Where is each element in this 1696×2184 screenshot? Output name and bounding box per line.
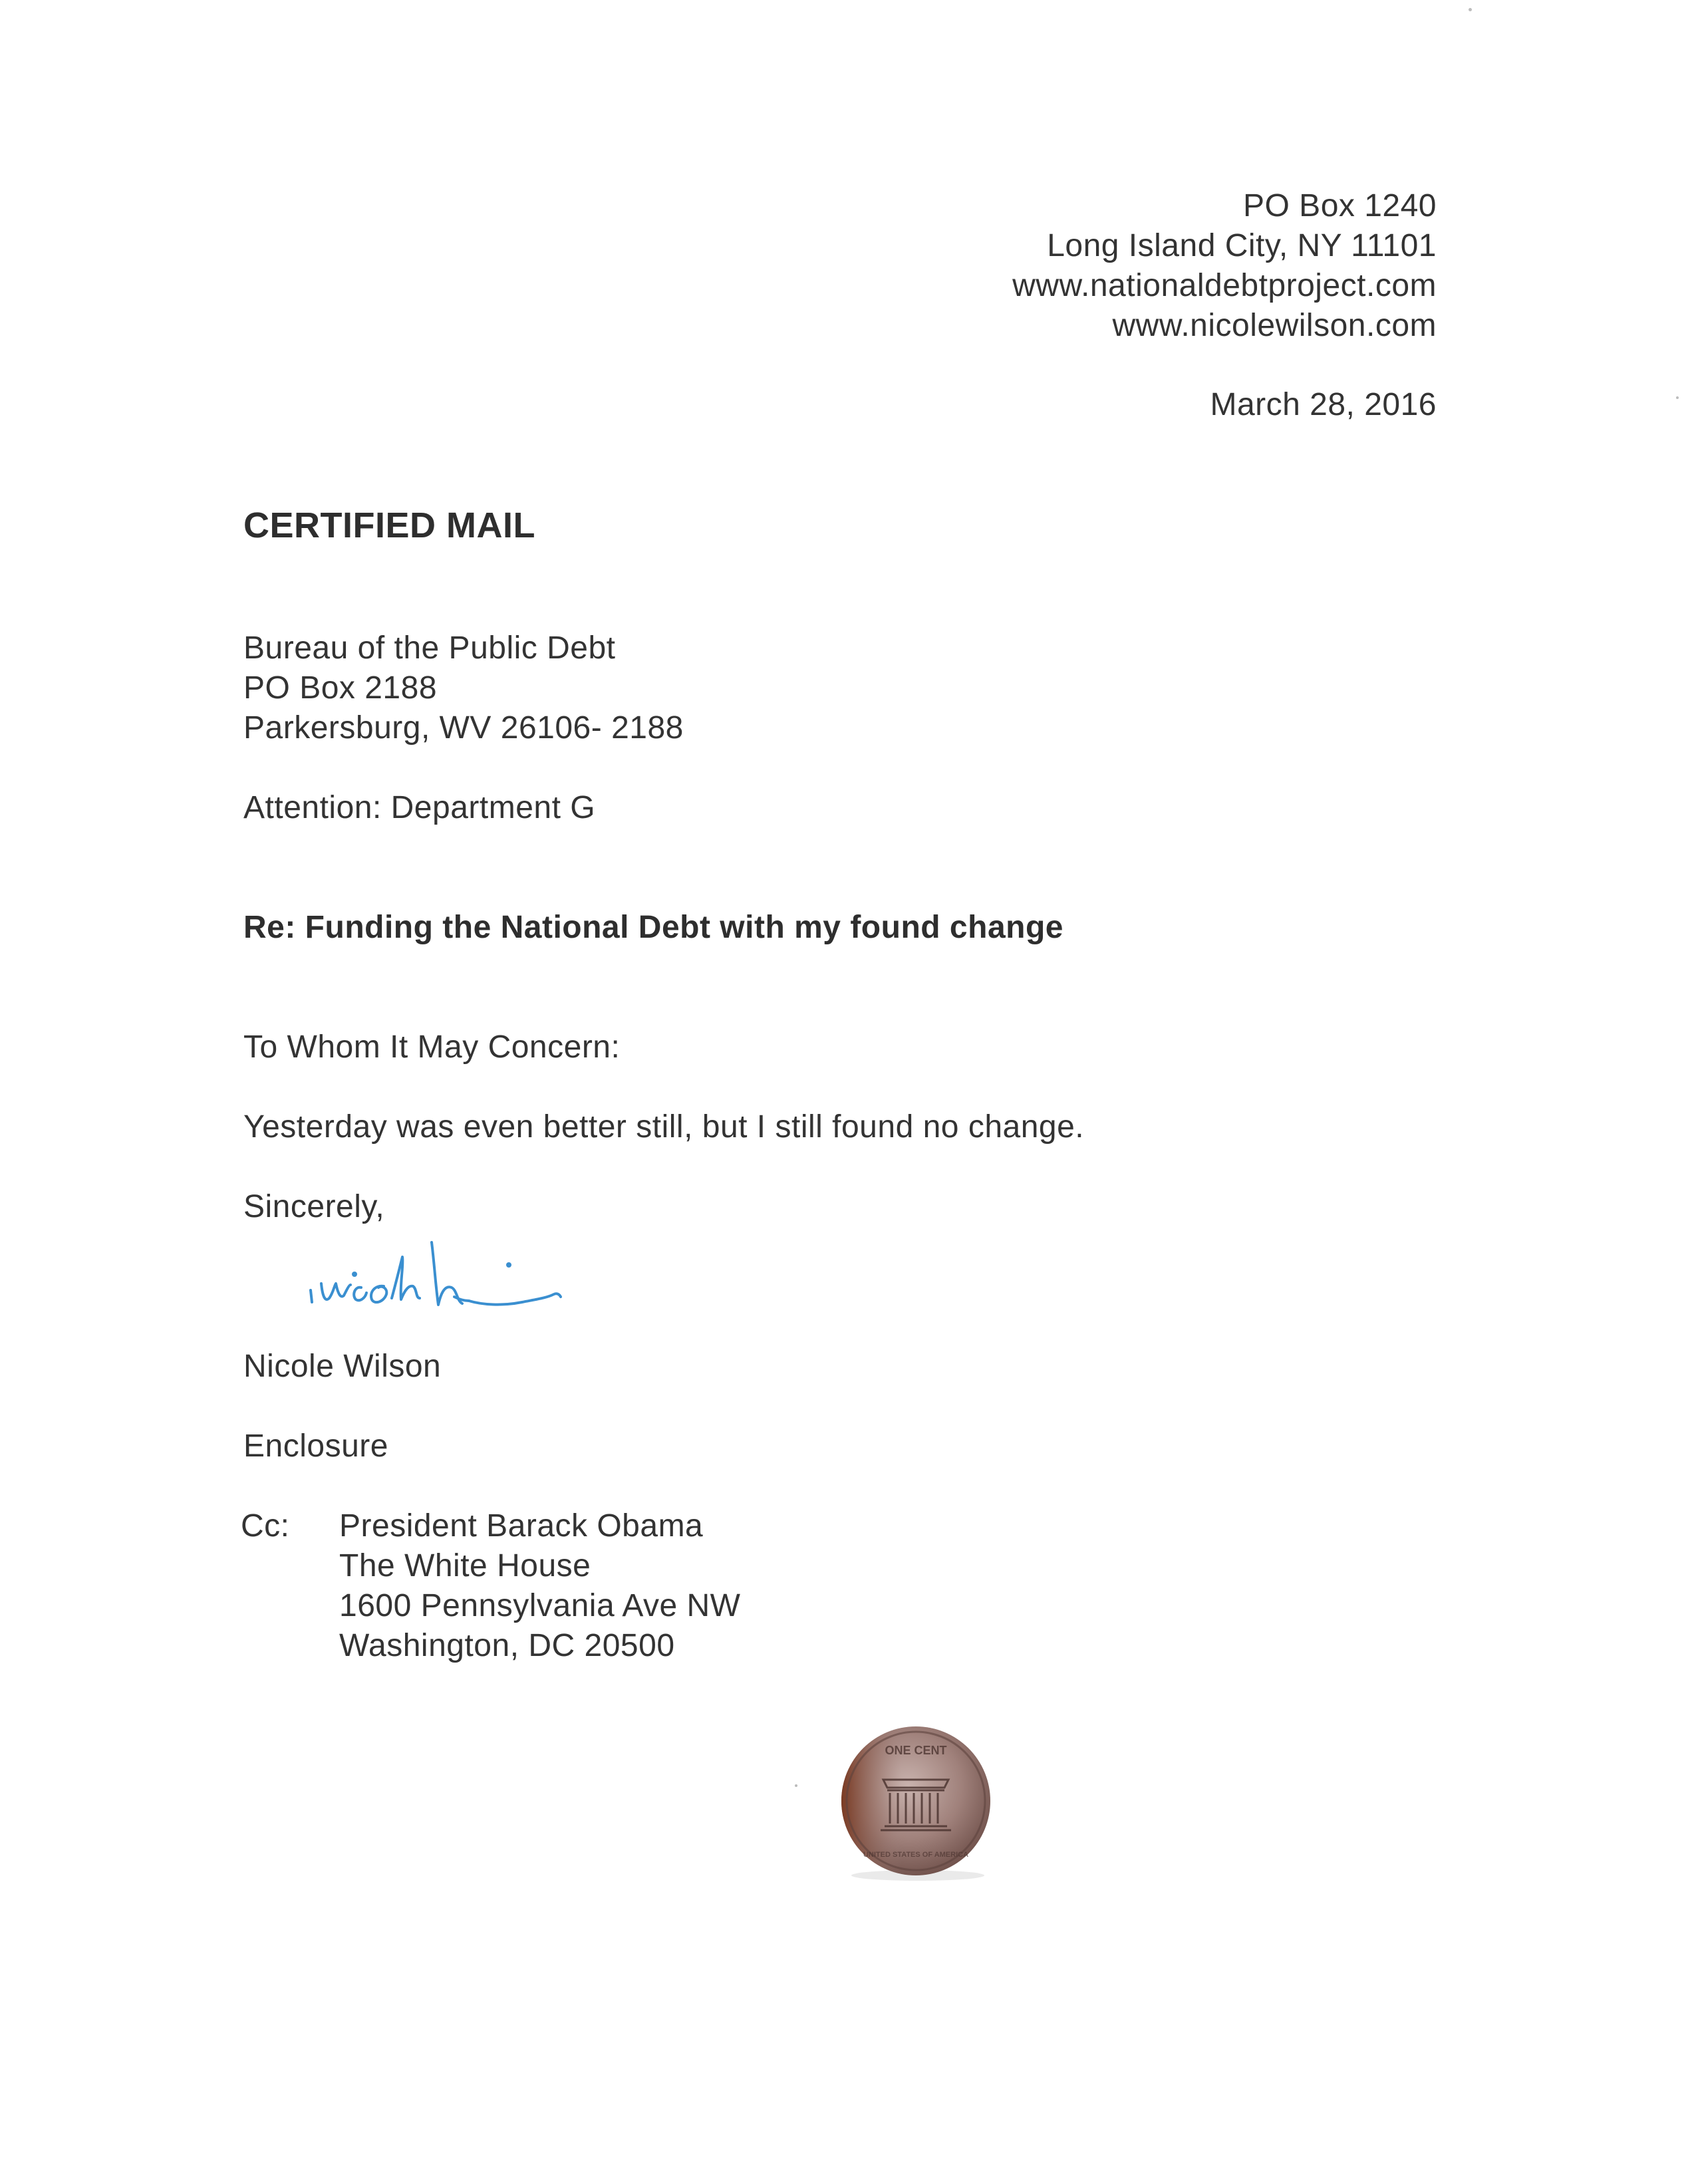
recipient-name: Bureau of the Public Debt xyxy=(243,630,616,666)
cc-line: The White House xyxy=(339,1548,591,1583)
recipient-address-line1: PO Box 2188 xyxy=(243,670,438,706)
cc-line: President Barack Obama xyxy=(339,1508,704,1544)
scan-speck xyxy=(795,1784,797,1787)
closing: Sincerely, xyxy=(243,1189,385,1224)
enclosure-label: Enclosure xyxy=(243,1429,388,1464)
scan-speck xyxy=(1676,396,1679,399)
coin-rim-text-top: ONE CENT xyxy=(885,1744,947,1757)
coin-rim-text-bottom: UNITED STATES OF AMERICA xyxy=(863,1851,969,1859)
scan-speck xyxy=(1469,8,1472,11)
handwritten-signature-icon xyxy=(303,1224,609,1317)
salutation: To Whom It May Concern: xyxy=(243,1029,621,1065)
recipient-address-line2: Parkersburg, WV 26106- 2188 xyxy=(243,710,684,746)
delivery-method-heading: CERTIFIED MAIL xyxy=(243,505,535,545)
letter-date: March 28, 2016 xyxy=(1210,387,1437,422)
body-paragraph: Yesterday was even better still, but I still found no change. xyxy=(243,1109,1085,1145)
subject-line: Re: Funding the National Debt with my found change xyxy=(243,910,1063,945)
sender-website-2: www.nicolewilson.com xyxy=(1112,308,1437,343)
cc-line: 1600 Pennsylvania Ave NW xyxy=(339,1588,741,1623)
attention-line: Attention: Department G xyxy=(243,790,596,825)
cc-label: Cc: xyxy=(241,1508,290,1544)
sender-address-line1: PO Box 1240 xyxy=(1242,188,1437,223)
signer-name: Nicole Wilson xyxy=(243,1349,442,1384)
cc-line: Washington, DC 20500 xyxy=(339,1628,675,1663)
penny-icon xyxy=(837,1724,995,1882)
sender-address-line2: Long Island City, NY 11101 xyxy=(1047,228,1437,263)
sender-website-1: www.nationaldebtproject.com xyxy=(1012,268,1437,303)
